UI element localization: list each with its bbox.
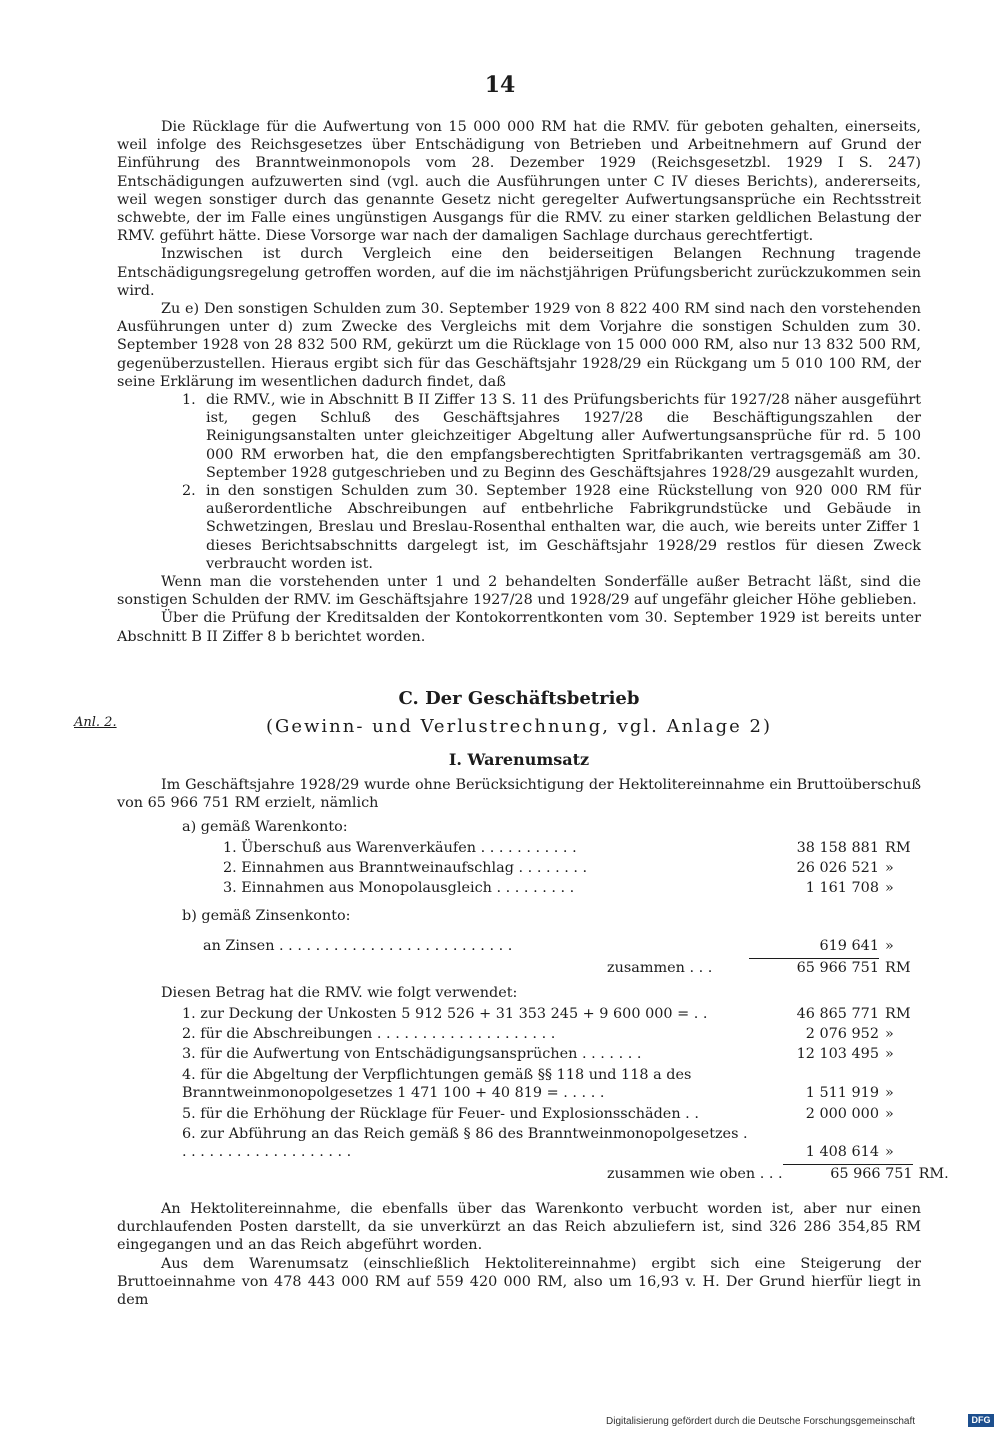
paragraph: Wenn man die vorstehenden unter 1 und 2 behandelten Sonderfälle außer Betracht läßt, sind die sonstigen Schulden der RMV. im Geschäftsjahre 1927/28 und 1928/29 auf ungefähr gleicher Höhe geblieben. <box>117 574 921 609</box>
row-amount: 38 158 881 <box>796 839 879 856</box>
total-label: zusammen . . . <box>607 960 713 977</box>
text-block-top <box>117 118 921 646</box>
text-block-intro <box>117 776 921 812</box>
row-amount: 2 076 952 <box>805 1025 879 1042</box>
section-title: C. Der Geschäftsbetrieb <box>398 688 640 709</box>
dfg-logo-icon: DFG <box>968 1414 994 1427</box>
row-unit: » <box>885 1025 894 1042</box>
enum-item <box>182 482 921 573</box>
row-amount: 2 000 000 <box>805 1105 879 1122</box>
row-amount: 26 026 521 <box>796 859 879 876</box>
table-row <box>117 1002 921 1022</box>
row-label: an Zinsen . . . . . . . . . . . . . . . . . . . . . . . . . . <box>203 938 513 955</box>
row-label: 3. Einnahmen aus Monopolausgleich . . . . . . . . . <box>223 880 575 897</box>
paragraph: Die Rücklage für die Aufwertung von 15 000 000 RM hat die RMV. für geboten gehalten, einerseits, weil infolge des Reichsgesetzes über Entschädigung von Betrieben und Arbeitnehmern auf Grund der Einführung des Branntweinmonopols vom 28. Dezember 1929 (Reichsgesetzbl. 1929 I S. 247) Entschädigungen aufzuwerten sind (vgl. auch die Ausführungen unter C IV dieses Berichts), andererseits, weil wegen sonstiger durch das genannte Gesetz nicht geregelter Aufwertungsansprüche ein Rechtsstreit schwebte, der im Falle eines ungünstigen Ausgangs für die RMV. zu einer starken geldlichen Belastung der RMV. geführt hätte. Diese Vorsorge war nach der damaligen Sachlage durchaus gerechtfertigt. <box>117 119 921 245</box>
paragraph: Zu e) Den sonstigen Schulden zum 30. September 1929 von 8 822 400 RM sind nach den vorstehenden Ausführungen unter d) zum Zwecke des Vergleichs mit dem Vorjahre die sonstigen Schulden zum 30. September 1928 von 28 832 500 RM, gekürzt um die Rücklage von 15 000 000 RM, also nur 13 832 500 RM, gegenüberzustellen. Hieraus ergibt sich für das Geschäftsjahr 1928/29 ein Rückgang um 5 010 100 RM, der seine Erklärung im wesentlichen dadurch findet, daß <box>117 301 921 390</box>
row-unit: RM <box>885 1005 911 1022</box>
table-row <box>117 877 921 897</box>
table-group-label <box>117 898 921 926</box>
paragraph: Aus dem Warenumsatz (einschließlich Hektolitereinnahme) ergibt sich eine Steigerung der Bruttoeinnahme von 478 443 000 RM auf 559 420 000 RM, also um 16,93 v. H. Der Grund hierfür liegt in dem <box>117 1255 921 1309</box>
subsection-title: I. Warenumsatz <box>448 750 590 769</box>
row-unit: » <box>885 938 894 955</box>
table-intro <box>117 982 921 1002</box>
table-row <box>117 836 921 856</box>
paragraph: Inzwischen ist durch Vergleich eine den beiderseitigen Belangen Rechnung tragende Entschädigungsregelung getroffen worden, auf die im nächstjährigen Prüfungsbericht zurückzukommen sein wird. <box>117 246 921 299</box>
table-row <box>117 926 921 956</box>
row-label: 5. für die Erhöhung der Rücklage für Feuer- und Explosionsschäden . . <box>182 1105 699 1122</box>
enum-item <box>182 391 921 482</box>
row-label: 3. für die Aufwertung von Entschädigungsansprüchen . . . . . . . <box>182 1046 642 1063</box>
row-label: 6. zur Abführung an das Reich gemäß § 86 des Branntweinmonopolgesetzes . . . . . . . . . . . . . . . . . . . . <box>182 1126 748 1161</box>
table-row <box>117 1123 921 1162</box>
revenue-table <box>117 816 921 978</box>
table-row <box>117 857 921 877</box>
page-number: 14 <box>484 72 516 98</box>
paragraph: Über die Prüfung der Kreditsalden der Kontokorrentkonten vom 30. September 1929 ist bereits unter Abschnitt B II Ziffer 8 b berichtet worden. <box>117 610 921 645</box>
table-group-label <box>117 816 921 836</box>
group-label: b) gemäß Zinsenkonto: <box>182 908 351 925</box>
table-row <box>117 1043 921 1063</box>
total-unit: RM. <box>918 1166 949 1183</box>
row-unit: » <box>885 859 894 876</box>
table-row <box>117 1102 921 1122</box>
enum-number: 2. <box>182 483 196 500</box>
text-block-bottom <box>117 1200 921 1309</box>
total-unit: RM <box>885 960 911 977</box>
table-total-row <box>117 1162 949 1184</box>
row-label: 1. zur Deckung der Unkosten 5 912 526 + 31 353 245 + 9 600 000 = . . <box>182 1005 708 1022</box>
paragraph: An Hektolitereinnahme, die ebenfalls über das Warenkonto verbucht worden ist, aber nur einen durchlaufenden Posten darstellt, da sie unverkürzt an das Reich abzuliefern ist, sind 326 286 354,85 RM eingegangen und an das Reich abgeführt worden. <box>117 1201 921 1254</box>
row-unit: » <box>885 1105 894 1122</box>
footer-credit: Digitalisierung gefördert durch die Deutsche Forschungsgemeinschaft <box>606 1416 916 1427</box>
margin-note: Anl. 2. <box>74 715 117 730</box>
section-subtitle: (Gewinn- und Verlustrechnung, vgl. Anlage 2) <box>265 716 773 737</box>
total-amount: 65 966 751 <box>749 958 879 977</box>
row-amount: 46 865 771 <box>796 1005 879 1022</box>
table-total-row <box>117 956 921 978</box>
row-label: 2. Einnahmen aus Branntweinaufschlag . . . . . . . . <box>223 859 588 876</box>
row-unit: » <box>885 1085 894 1102</box>
row-unit: » <box>885 1046 894 1063</box>
row-label: 4. für die Abgeltung der Verpflichtungen gemäß §§ 118 und 118 a des Branntweinmonopolgesetzes 1 471 100 + 40 819 = . . . . . <box>182 1066 692 1102</box>
total-label: zusammen wie oben . . . <box>607 1166 783 1183</box>
total-amount: 65 966 751 <box>783 1164 913 1183</box>
row-amount: 619 641 <box>819 938 879 955</box>
row-amount: 1 161 708 <box>805 880 879 897</box>
row-unit: RM <box>885 839 911 856</box>
row-label: 1. Überschuß aus Warenverkäufen . . . . . . . . . . . <box>223 839 577 856</box>
row-amount: 12 103 495 <box>796 1046 879 1063</box>
paragraph: Im Geschäftsjahre 1928/29 wurde ohne Berücksichtigung der Hektolitereinnahme ein Bruttoüberschuß von 65 966 751 RM erzielt, nämlich <box>117 777 921 812</box>
table-row <box>117 1064 921 1103</box>
enum-text: die RMV., wie in Abschnitt B II Ziffer 13 S. 11 des Prüfungsberichts für 1927/28 näher ausgeführt ist, gegen Schluß des Geschäftsjahres 1927/28 die Beschäftigungszahlen der Reinigungsanstalten unter gleichzeitiger Abgeltung aller Aufwertungsansprüche für rd. 5 100 000 RM erworben hat, die den empfangsberechtigten Spritfabrikanten vertragsgemäß am 30. September 1928 gutgeschrieben und zu Beginn des Geschäftsjahres 1928/29 ausgezahlt wurden, <box>206 392 921 481</box>
usage-table <box>117 982 949 1184</box>
row-amount: 1 408 614 <box>805 1144 879 1161</box>
row-unit: » <box>885 880 894 897</box>
table-row <box>117 1023 921 1043</box>
row-amount: 1 511 919 <box>805 1085 879 1102</box>
group-label: a) gemäß Warenkonto: <box>182 819 348 836</box>
enum-number: 1. <box>182 392 196 409</box>
intro-text: Diesen Betrag hat die RMV. wie folgt verwendet: <box>161 985 518 1002</box>
row-unit: » <box>885 1144 894 1161</box>
row-label: 2. für die Abschreibungen . . . . . . . . . . . . . . . . . . . . <box>182 1025 556 1042</box>
enum-text: in den sonstigen Schulden zum 30. September 1928 eine Rückstellung von 920 000 RM für außerordentliche Abschreibungen auf entbehrliche Fabrikgrundstücke und Gebäude in Schwetzingen, Breslau und Breslau-Rosenthal enthalten war, die auch, wie bereits unter Ziffer 1 dieses Berichtsabschnitts dargelegt ist, im Geschäftsjahr 1928/29 restlos für diesen Zweck verbraucht worden ist. <box>206 483 921 572</box>
